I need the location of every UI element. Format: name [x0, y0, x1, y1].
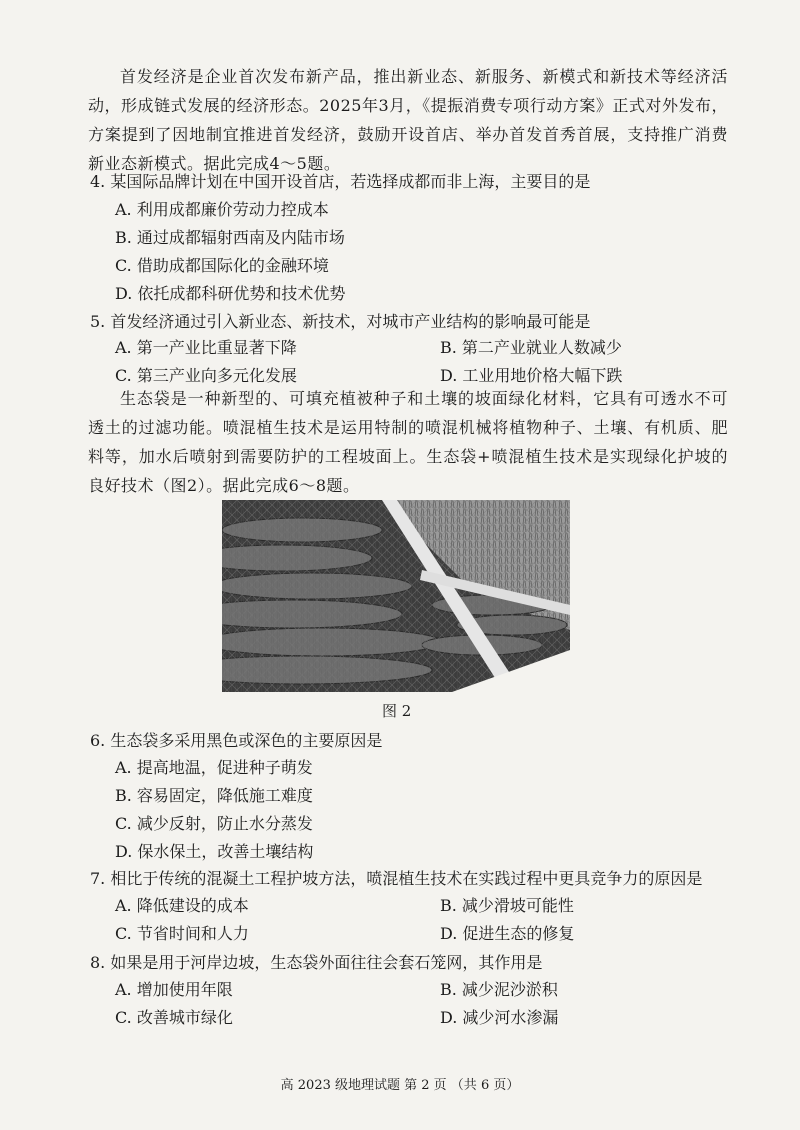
figure-caption: 图 2: [382, 702, 412, 720]
question-7-option-c: C. 节省时间和人力: [115, 924, 249, 943]
question-4-option-a: A. 利用成都廉价劳动力控成本: [115, 200, 329, 219]
question-4-option-b: B. 通过成都辐射西南及内陆市场: [115, 228, 345, 247]
question-8-stem: 8. 如果是用于河岸边坡，生态袋外面往往会套石笼网，其作用是: [90, 953, 543, 972]
question-8-option-c: C. 改善城市绿化: [115, 1008, 233, 1027]
question-4-option-c: C. 借助成都国际化的金融环境: [115, 256, 329, 275]
question-6-option-d: D. 保水保土，改善土壤结构: [115, 842, 314, 861]
question-4-stem: 4. 某国际品牌计划在中国开设首店，若选择成都而非上海，主要目的是: [90, 172, 591, 191]
question-5-option-c: C. 第三产业向多元化发展: [115, 366, 297, 385]
slope-protection-photo: [222, 500, 570, 692]
question-6-option-b: B. 容易固定，降低施工难度: [115, 786, 313, 805]
question-7-stem: 7. 相比于传统的混凝土工程护坡方法，喷混植生技术在实践过程中更具竞争力的原因是: [90, 869, 703, 888]
question-5-option-d: D. 工业用地价格大幅下跌: [440, 366, 623, 385]
question-5-stem: 5. 首发经济通过引入新业态、新技术，对城市产业结构的影响最可能是: [90, 312, 591, 331]
question-6-option-c: C. 减少反射，防止水分蒸发: [115, 814, 313, 833]
question-8-option-a: A. 增加使用年限: [115, 980, 233, 999]
question-5-option-a: A. 第一产业比重显著下降: [115, 338, 297, 357]
question-8-option-b: B. 减少泥沙淤积: [440, 980, 558, 999]
question-6-stem: 6. 生态袋多采用黑色或深色的主要原因是: [90, 731, 383, 750]
question-7-option-a: A. 降低建设的成本: [115, 896, 249, 915]
intro-paragraph-1: 首发经济是企业首次发布新产品，推出新业态、新服务、新模式和新技术等经济活动，形成链式发展的经济形态。2025年3月，《提振消费专项行动方案》正式对外发布，方案提到了因地制宜推进首发经济，鼓励开设首店、举办首发首秀首展，支持推广消费新业态新模式。据此完成4～5题。: [88, 67, 728, 173]
question-4-option-d: D. 依托成都科研优势和技术优势: [115, 284, 346, 303]
question-7-option-d: D. 促进生态的修复: [440, 924, 575, 943]
question-7-option-b: B. 减少滑坡可能性: [440, 896, 574, 915]
question-5-option-b: B. 第二产业就业人数减少: [440, 338, 622, 357]
slope-photo-graphic: [222, 500, 570, 692]
question-8-option-d: D. 减少河水渗漏: [440, 1008, 559, 1027]
question-6-option-a: A. 提高地温，促进种子萌发: [115, 758, 313, 777]
intro-paragraph-2: 生态袋是一种新型的、可填充植被种子和土壤的坡面绿化材料，它具有可透水不可透土的过滤功能。喷混植生技术是运用特制的喷混机械将植物种子、土壤、有机质、肥料等，加水后喷射到需要防护的工程坡面上。生态袋+喷混植生技术是实现绿化护坡的良好技术（图2）。据此完成6～8题。: [88, 389, 728, 495]
page-footer: 高 2023 级地理试题 第 2 页 （共 6 页）: [280, 1078, 520, 1093]
